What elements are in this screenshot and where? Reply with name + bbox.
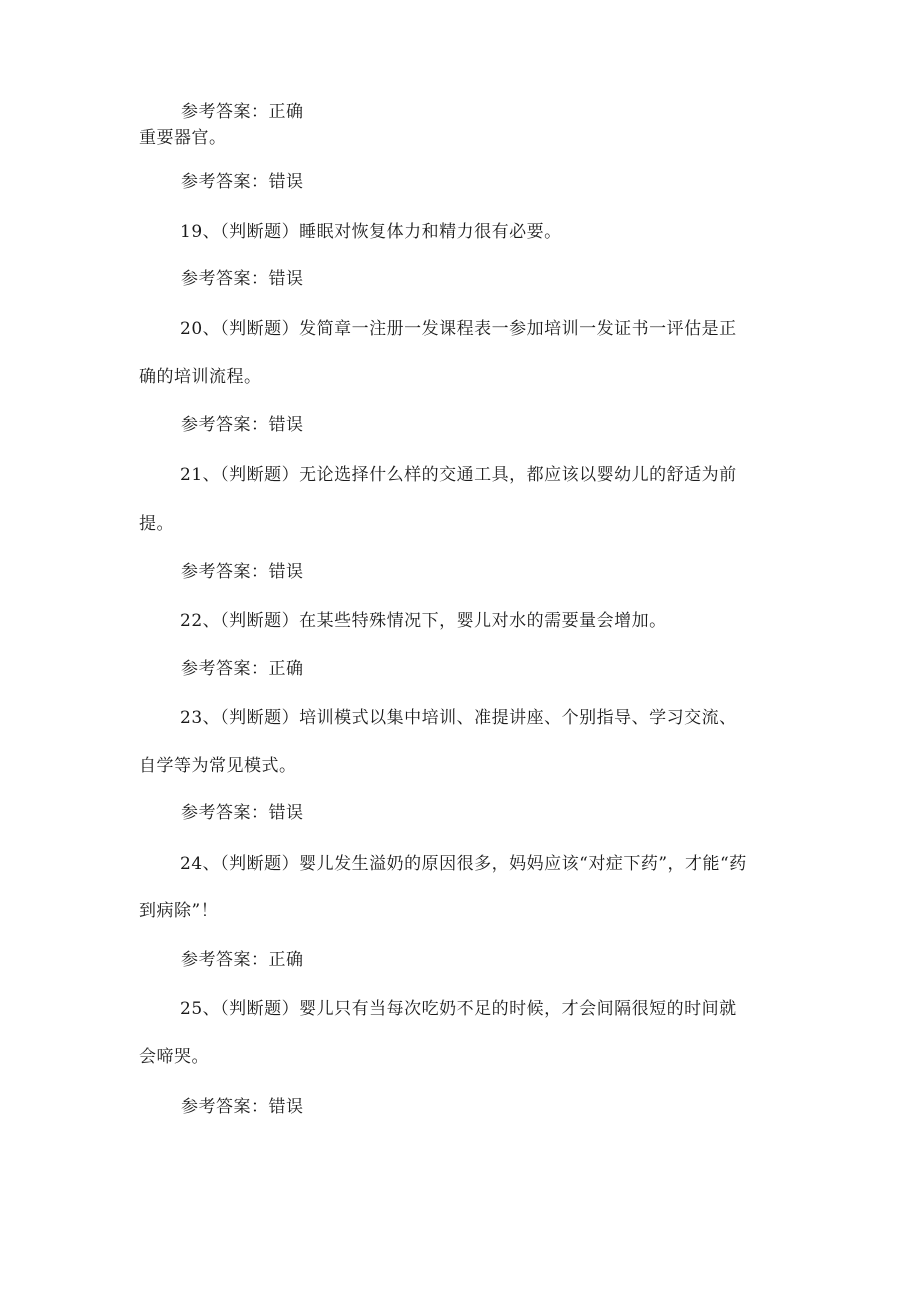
question-21: 21、（判断题）无论选择什么样的交通工具，都应该以婴幼儿的舒适为前 — [180, 465, 737, 485]
question-20: 20、（判断题）发简章一注册一发课程表一参加培训一发证书一评估是正 — [180, 319, 737, 339]
question-23: 23、（判断题）培训模式以集中培训、准提讲座、个别指导、学习交流、 — [180, 708, 737, 728]
answer-19: 参考答案：错误 — [181, 269, 304, 289]
answer-24: 参考答案：正确 — [181, 950, 304, 970]
answer-line: 参考答案：错误 — [181, 172, 304, 192]
question-20-continuation: 确的培训流程。 — [139, 367, 262, 387]
question-25: 25、（判断题）婴儿只有当每次吃奶不足的时候，才会间隔很短的时间就 — [180, 999, 737, 1019]
answer-25: 参考答案：错误 — [181, 1097, 304, 1117]
question-21-continuation: 提。 — [139, 514, 174, 534]
question-24-continuation: 到病除”！ — [139, 901, 219, 921]
answer-20: 参考答案：错误 — [181, 415, 304, 435]
question-19: 19、（判断题）睡眠对恢复体力和精力很有必要。 — [180, 222, 562, 242]
question-22: 22、（判断题）在某些特殊情况下，婴儿对水的需要量会增加。 — [180, 611, 667, 631]
question-23-continuation: 自学等为常见模式。 — [139, 756, 297, 776]
answer-23: 参考答案：错误 — [181, 803, 304, 823]
question-25-continuation: 会啼哭。 — [139, 1047, 209, 1067]
answer-22: 参考答案：正确 — [181, 659, 304, 679]
answer-line: 参考答案：正确 — [181, 102, 304, 122]
answer-21: 参考答案：错误 — [181, 562, 304, 582]
question-24: 24、（判断题）婴儿发生溢奶的原因很多，妈妈应该“对症下药”，才能“药 — [180, 854, 747, 874]
question-continuation: 重要器官。 — [139, 128, 227, 148]
